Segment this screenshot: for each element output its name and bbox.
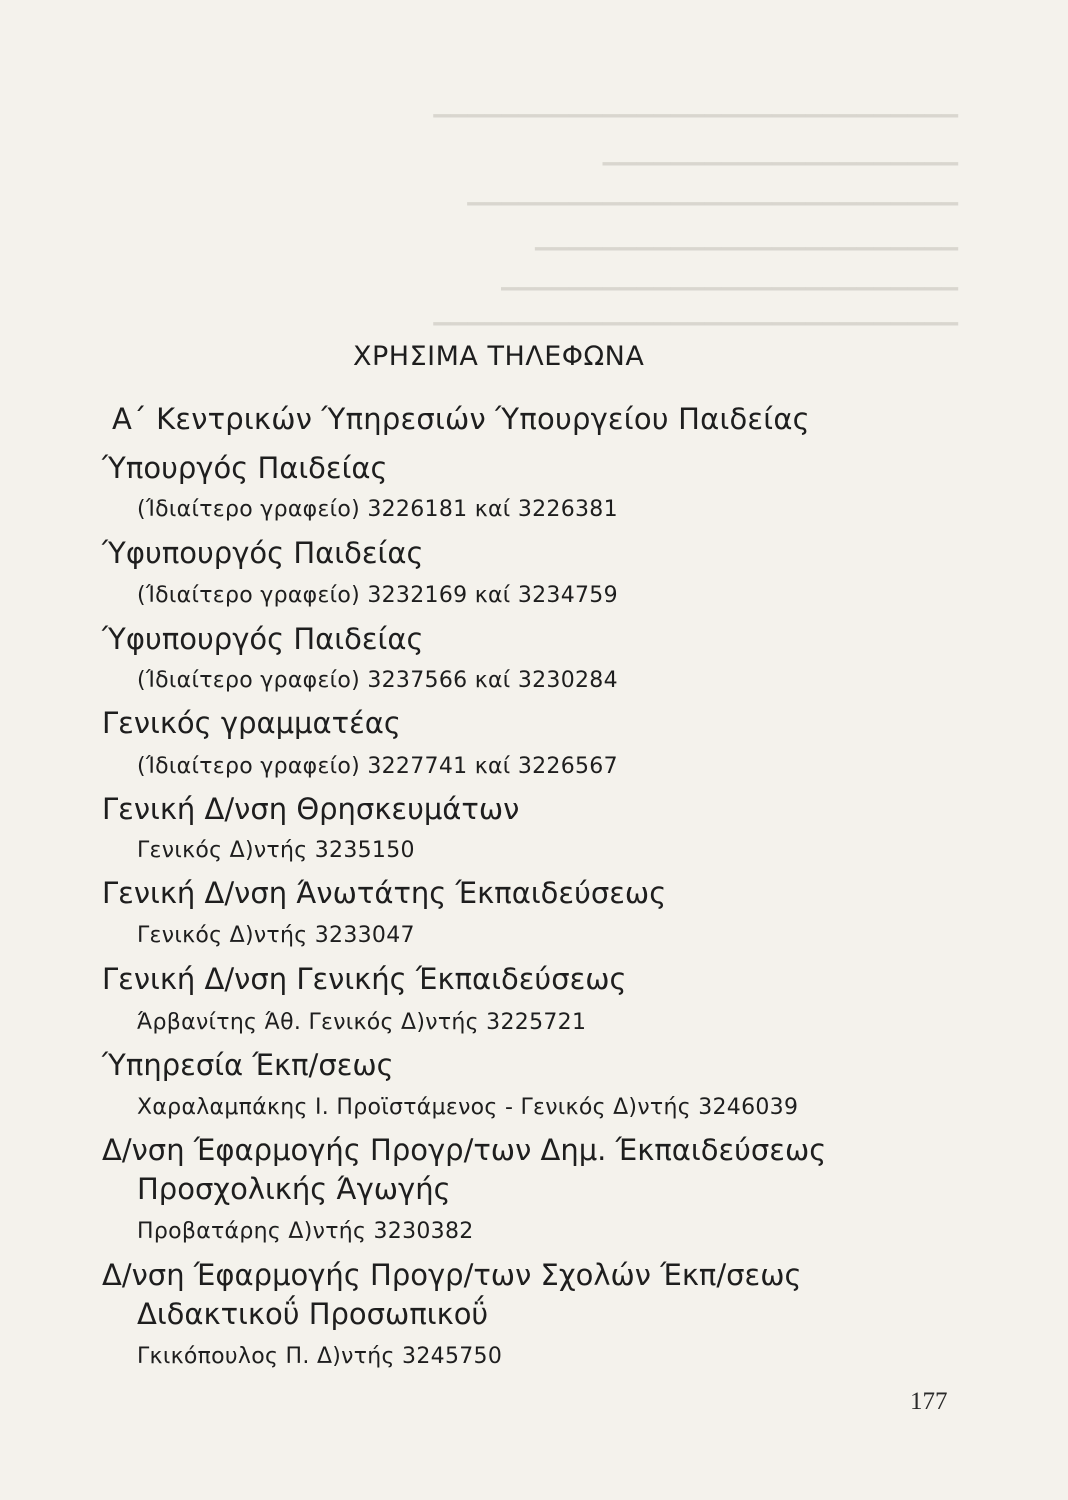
entry-detail: Γκικόπουλος Π. Δ)ντής 3245750 <box>137 1344 503 1369</box>
entry-heading: Γενικός γραμματέας <box>102 706 401 740</box>
entry-heading: Γενική Δ/νση Θρησκευμάτων <box>102 792 520 826</box>
entry-detail: (Ίδιαίτερο γραφείο) 3227741 καί 3226567 <box>137 754 618 779</box>
entry-detail: Προβατάρης Δ)ντής 3230382 <box>137 1219 474 1244</box>
entry-heading: Ύφυπουργός Παιδείας <box>102 536 424 570</box>
section-heading: Α΄ Κεντρικών Ύπηρεσιών Ύπουργείου Παιδείας <box>112 402 810 436</box>
entry-heading: Ύφυπουργός Παιδείας <box>102 622 424 656</box>
entry-detail: Άρβανίτης Άθ. Γενικός Δ)ντής 3225721 <box>137 1010 587 1035</box>
entry-detail: Γενικός Δ)ντής 3233047 <box>137 923 415 948</box>
entry-heading: Δ/νση Έφαρμογής Προγρ/των Δημ. Έκπαιδεύσεως <box>102 1133 827 1167</box>
entry-detail: (Ίδιαίτερο γραφείο) 3237566 καί 3230284 <box>137 668 618 693</box>
entry-heading: Δ/νση Έφαρμογής Προγρ/των Σχολών Έκπ/σεως <box>102 1258 802 1292</box>
entry-detail: (Ίδιαίτερο γραφείο) 3226181 καί 3226381 <box>137 497 618 522</box>
entry-detail: (Ίδιαίτερο γραφείο) 3232169 καί 3234759 <box>137 583 618 608</box>
entry-heading: Γενική Δ/νση Άνωτάτης Έκπαιδεύσεως <box>102 876 667 910</box>
entry-heading-continued: Διδακτικοΰ Προσωπικοΰ <box>137 1297 489 1331</box>
page-title: ΧΡΗΣΙΜΑ ΤΗΛΕΦΩΝΑ <box>353 341 645 372</box>
bleed-through-texture: ▁▁▁▁▁▁▁▁▁▁▁▁▁▁▁▁▁▁▁▁▁▁▁▁▁▁▁▁▁▁▁ ▁▁▁▁▁▁▁▁▁▁▁▁▁▁▁▁▁▁▁▁▁ ▁▁▁▁▁▁▁▁▁▁▁▁▁▁▁▁▁▁▁▁▁▁▁▁▁▁▁▁▁ ▁▁▁▁▁▁▁▁▁▁▁▁▁▁▁▁▁▁▁▁▁▁▁▁▁ ▁▁▁▁▁▁▁▁▁▁▁▁▁▁▁▁▁▁▁▁▁▁▁▁▁▁▁ ▁▁▁▁▁▁▁▁▁▁▁▁▁▁▁▁▁▁▁▁▁▁▁▁▁▁▁▁▁▁▁ <box>433 92 958 325</box>
entry-heading: Ύπηρεσία Έκπ/σεως <box>102 1048 394 1082</box>
entry-detail: Χαραλαμπάκης Ι. Προϊστάμενος - Γενικός Δ)ντής 3246039 <box>137 1095 799 1120</box>
entry-heading: Ύπουργός Παιδείας <box>102 451 388 485</box>
entry-heading: Γενική Δ/νση Γενικής Έκπαιδεύσεως <box>102 962 627 996</box>
entry-detail: Γενικός Δ)ντής 3235150 <box>137 838 415 863</box>
entry-heading-continued: Προσχολικής Άγωγής <box>137 1172 451 1206</box>
page-number: 177 <box>910 1388 948 1415</box>
